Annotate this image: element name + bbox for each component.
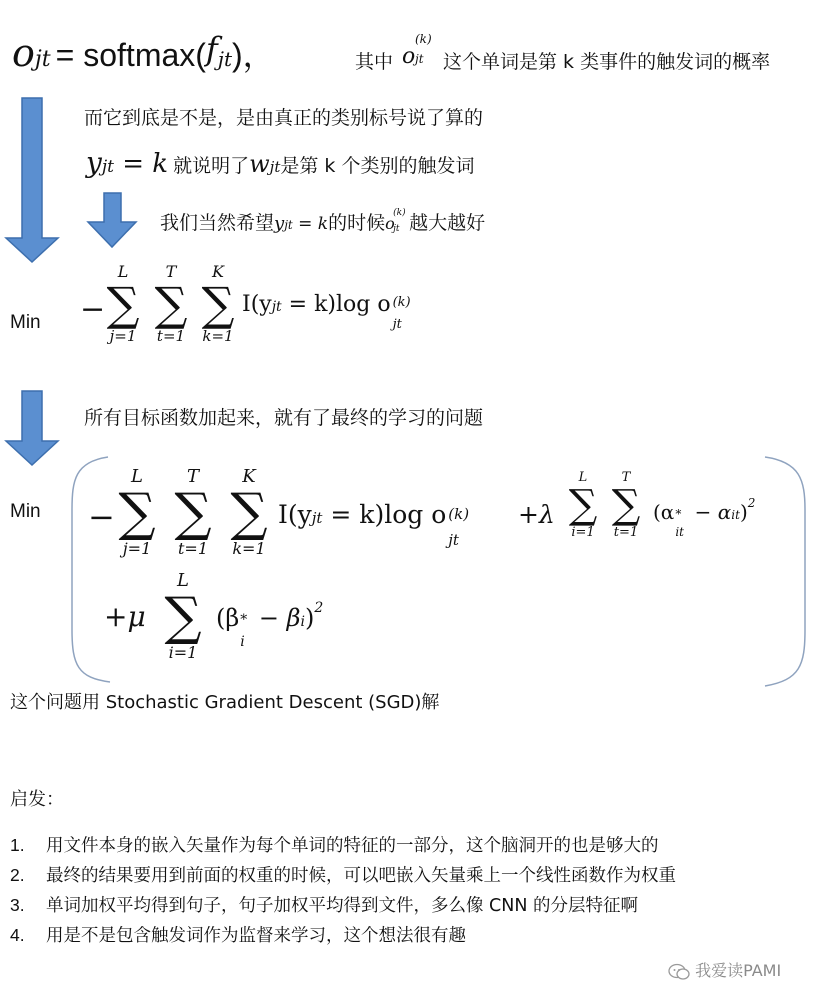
line-2: 而它到底是不是，是由真正的类别标号说了算的 [84, 107, 484, 129]
header-formula [12, 30, 275, 76]
wechat-icon [668, 962, 690, 982]
sum-symbol: ∑ [568, 482, 598, 528]
f-symbol: f [205, 30, 218, 68]
header-desc: 这个单词是第 k 类事件的触发词的概率 [443, 51, 771, 73]
sum-symbol: ∑ [174, 483, 212, 543]
sum-symbol: ∑ [611, 482, 641, 528]
line-3: yjt = k 就说明了wjt是第 k 个类别的触发词 [86, 146, 475, 179]
min-label: Min [10, 312, 41, 333]
list-item: 2. 最终的结果要用到前面的权重的时候，可以吧嵌入矢量乘上一个线性函数作为权重 [10, 865, 676, 886]
list-item: 1. 用文件本身的嵌入矢量作为每个单词的特征的一部分，这个脑洞开的也是够大的 [10, 835, 659, 856]
sum-symbol: ∑ [118, 483, 156, 543]
list-item: 3. 单词加权平均得到句子，句子加权平均得到文件，多么像 CNN 的分层特征啊 [10, 895, 639, 916]
down-arrow-icon [6, 391, 58, 465]
sum-symbol: ∑ [164, 587, 202, 647]
down-arrow-small-icon [88, 193, 136, 247]
f-subscript: jt [217, 47, 233, 71]
inspiration-list [10, 832, 676, 952]
o-subscript: jt [34, 47, 51, 72]
header-prefix: 其中 [355, 51, 394, 73]
line-5: 所有目标函数加起来，就有了最终的学习的问题 [84, 407, 484, 429]
min-label-2: Min [10, 501, 41, 522]
sum-symbol: ∑ [230, 483, 268, 543]
header-o: o (k) jt [402, 32, 432, 69]
softmax-text: = softmax( [55, 37, 206, 73]
inspiration-title: 启发： [10, 789, 64, 810]
formula-2: − L ∑ j=1 T ∑ t=1 K ∑ k=1 I(yjt = k)log o (k) jt +λ L ∑ i=1 T ∑ t=1 (α * it − αit)$^2$ +μ L ∑ i=1 (β * i − βi)$^2$ [88, 466, 756, 662]
sum-symbol: ∑ [154, 277, 188, 331]
sum-symbol: ∑ [106, 277, 140, 331]
down-arrow-icon [6, 98, 58, 262]
close-paren: )， [232, 37, 275, 73]
watermark: 我爱读PAMI [668, 958, 781, 982]
line-6: 这个问题用 Stochastic Gradient Descent (SGD)解 [10, 692, 440, 713]
line-4: 我们当然希望yjt = k的时候o (k) jt 越大越好 [160, 208, 486, 234]
o-symbol: o [12, 31, 35, 75]
sum-symbol: ∑ [201, 277, 235, 331]
list-item: 4. 用是不是包含触发词作为监督来学习，这个想法很有趣 [10, 925, 466, 946]
